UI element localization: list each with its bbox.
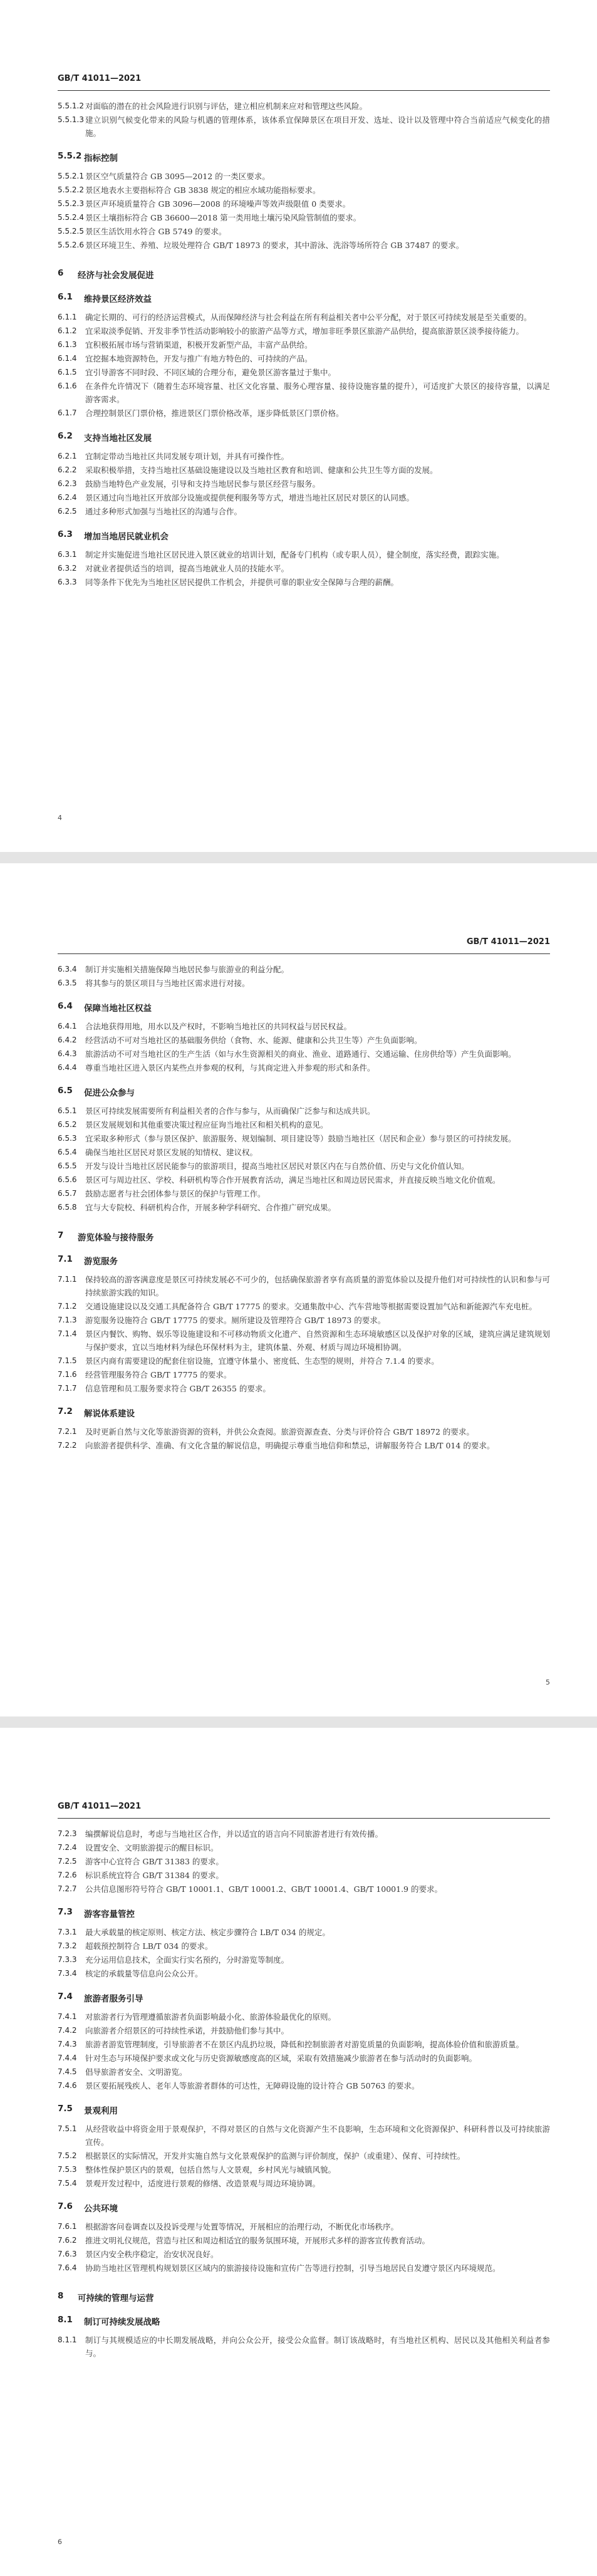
clause	[58, 1187, 550, 1200]
clause	[58, 2122, 550, 2149]
clause	[58, 197, 550, 210]
clause-text: 对面临的潜在的社会风险进行识别与评估，建立相应机制来应对和管理这些风险。	[85, 101, 368, 111]
section-heading	[58, 2291, 550, 2303]
clause-number: 7.5.3	[58, 2165, 77, 2174]
heading-number: 7	[58, 1230, 64, 1240]
clause	[58, 311, 550, 324]
clause-number: 7.1.1	[58, 1275, 77, 1284]
clause-text: 宜挖掘本地资源特色，开发与推广有地方特色的、可持续的产品。	[85, 354, 313, 363]
clause	[58, 100, 550, 113]
clause-text: 景区内商有需要建设的配套住宿设施，宜遵守体量小、密度低、生态型的规则，并符合 7.1.4 的要求。	[85, 1356, 439, 1366]
clause	[58, 1273, 550, 1299]
clause	[58, 366, 550, 379]
clause-number: 7.2.5	[58, 1857, 77, 1866]
clause	[58, 2220, 550, 2233]
clause-text: 根据景区的实际情况，开发并实施自然与文化景观保护的监测与评价制度，保护（或重建）、保育、可持续性。	[85, 2151, 465, 2161]
heading-number: 7.2	[58, 1406, 73, 1416]
clause-number: 5.5.2.3	[58, 199, 84, 208]
clause-text: 景区内安全秩序稳定，治安状况良好。	[85, 2250, 219, 2259]
clause-number: 7.3.3	[58, 1955, 77, 1964]
clause	[58, 1132, 550, 1145]
clause-text: 景区声环境质量符合 GB 3096—2008 的环境噪声等效声级限值 0 类要求。	[85, 199, 351, 209]
clause-number: 7.3.2	[58, 1941, 77, 1950]
document-page-1	[0, 0, 597, 852]
clause-text: 超载预控制符合 LB/T 034 的要求。	[85, 1941, 213, 1951]
clause	[58, 576, 550, 589]
clause-number: 5.5.2.4	[58, 213, 84, 222]
heading-text: 游客容量管控	[84, 1909, 135, 1919]
heading-number: 7.6	[58, 2201, 73, 2211]
clause-text: 游览服务设施符合 GB/T 17775 的要求。厕所建设及管理符合 GB/T 18973 的要求。	[85, 1316, 386, 1325]
clause	[58, 1869, 550, 1882]
clause-text: 宜采取淡季促销、开发非季节性活动影响较小的旅游产品等方式，增加非旺季景区旅游产品供给，提高旅游景区淡季接待能力。	[85, 326, 524, 336]
clause-text: 景区环境卫生、养殖、垃圾处理符合 GB/T 18973 的要求，其中游泳、洗浴等场所符合 GB 37487 的要求。	[85, 241, 464, 250]
clause	[58, 2234, 550, 2247]
clause-text: 根据游客问卷调查以及投诉受理与处置等情况，开展相应的治理行动，不断优化市场秩序。	[85, 2222, 399, 2231]
heading-text: 指标控制	[84, 153, 118, 164]
clause	[58, 2334, 550, 2360]
clause-number: 6.3.3	[58, 578, 77, 586]
clause-text: 景区内餐饮、购物、娱乐等设施建设和不可移动物质文化遗产、自然资源和生态环境敏感区以及保护对象的区域，建筑应满足建筑规划与保护要求，宜以当地材料为绿色环保材料为主，建筑体量、外观、材质与周边环境相协调。	[85, 1329, 550, 1352]
clause-number: 6.3.1	[58, 550, 77, 559]
clause-text: 景区可与周边社区、学校、科研机构等合作开展教育活动，满足当地社区和周边居民需求，并直接反映当地文化价值观。	[85, 1175, 501, 1185]
clause-text: 景区地表水主要指标符合 GB 3838 规定的相应水域功能指标要求。	[85, 185, 321, 195]
clause	[58, 1425, 550, 1438]
clause-text: 针对生态与环境保护要求或文化与历史资源敏感度高的区域，采取有效措施减少旅游者在参与活动时的负面影响。	[85, 2054, 477, 2063]
page-content	[58, 1827, 550, 2360]
heading-text: 制订可持续发展战略	[84, 2317, 160, 2327]
clause-text: 宜与大专院校、科研机构合作，开展多种学科研究、合作推广研究成果。	[85, 1203, 336, 1212]
clause	[58, 1300, 550, 1313]
clause-number: 7.2.3	[58, 1829, 77, 1838]
heading-text: 促进公众参与	[84, 1088, 135, 1098]
clause	[58, 1327, 550, 1354]
section-heading	[58, 1992, 550, 2004]
clause-number: 5.5.2.2	[58, 185, 84, 194]
clause-number: 7.1.6	[58, 1370, 77, 1379]
clause-number: 5.5.2.6	[58, 241, 84, 249]
clause-text: 核定的承载量等信息向公众公开。	[85, 1969, 203, 1978]
clause	[58, 184, 550, 197]
clause-number: 5.5.2.1	[58, 172, 84, 180]
clause	[58, 450, 550, 463]
clause-text: 景区要拓展残疾人、老年人等旅游者群体的可达性，无障碍设施的设计符合 GB 50763 的要求。	[85, 2081, 420, 2090]
heading-number: 6.5	[58, 1086, 73, 1096]
clause-number: 6.5.5	[58, 1161, 77, 1170]
clause-number: 7.2.2	[58, 1441, 77, 1450]
clause-number: 7.2.6	[58, 1871, 77, 1879]
section-heading	[58, 151, 550, 164]
clause	[58, 1047, 550, 1061]
clause-text: 整体性保护景区内的景观，包括自然与人文景观，乡村风光与城镇风貌。	[85, 2165, 336, 2174]
section-heading	[58, 2315, 550, 2327]
clause-text: 景区生活饮用水符合 GB 5749 的要求。	[85, 227, 227, 236]
clause-text: 对就业者提供适当的培训，提高当地就业人员的技能水平。	[85, 564, 289, 573]
clause-text: 设置安全、文明旅游提示的醒目标识。	[85, 1843, 219, 1852]
clause-text: 编撰解说信息时，考虑与当地社区合作，并以适宜的语言向不同旅游者进行有效传播。	[85, 1829, 383, 1839]
clause-number: 6.2.5	[58, 507, 77, 516]
clause	[58, 2079, 550, 2092]
clause	[58, 1034, 550, 1047]
heading-text: 游览服务	[84, 1257, 118, 1267]
clause	[58, 1314, 550, 1327]
clause-number: 6.2.3	[58, 479, 77, 488]
clause	[58, 2163, 550, 2176]
clause-number: 5.5.2.5	[58, 227, 84, 236]
clause-text: 信息管理和员工服务要求符合 GB/T 26355 的要求。	[85, 1384, 271, 1393]
clause-text: 及时更新自然与文化等旅游资源的资料，并供公众查阅。旅游资源查查、分类与评价符合 GB/T 18972 的要求。	[85, 1427, 474, 1436]
clause-number: 6.5.3	[58, 1134, 77, 1143]
clause	[58, 239, 550, 252]
clause-text: 倡导旅游者安全、文明游览。	[85, 2067, 187, 2077]
clause-number: 7.4.4	[58, 2054, 77, 2062]
section-heading	[58, 529, 550, 542]
clause-number: 6.5.7	[58, 1189, 77, 1198]
clause	[58, 491, 550, 504]
clause-text: 采取积极举措，支持当地社区基础设施建设以及当地社区教育和培训、健康和公共卫生等方面的发展。	[85, 465, 438, 475]
clause	[58, 1439, 550, 1452]
clause	[58, 2052, 550, 2065]
clause	[58, 2149, 550, 2163]
clause	[58, 2262, 550, 2275]
clause-text: 建立识别气候变化带来的风险与机遇的管理体系，该体系宜保障景区在项目开发、选址、设计以及管理中符合当前适应气候变化的措施。	[85, 115, 550, 138]
clause-number: 7.2.7	[58, 1884, 77, 1893]
clause-text: 制定并实施促进当地社区居民进入景区就业的培训计划，配备专门机构（或专职人员），健全制度，落实经费，跟踪实施。	[85, 550, 504, 559]
clause-number: 6.2.4	[58, 493, 77, 502]
clause-number: 7.2.1	[58, 1427, 77, 1436]
clause-number: 6.1.5	[58, 368, 77, 377]
clause-text: 向旅游者介绍景区的可持续性承诺，并鼓励他们参与其中。	[85, 2026, 289, 2035]
heading-number: 6.4	[58, 1001, 73, 1011]
clause-text: 将其参与的景区项目与当地社区需求进行对接。	[85, 979, 250, 988]
section-heading	[58, 268, 550, 281]
clause	[58, 1382, 550, 1395]
clause-text: 宜引导游客不同时段、不同区域的合理分布，避免景区游客量过于集中。	[85, 368, 336, 377]
heading-text: 经济与社会发展促进	[78, 271, 154, 281]
clause-text: 景区通过向当地社区开放部分设施或提供便利服务等方式，增进当地社区居民对景区的认同感。	[85, 493, 415, 502]
clause	[58, 1146, 550, 1159]
clause	[58, 1883, 550, 1896]
clause	[58, 325, 550, 338]
section-heading	[58, 1254, 550, 1267]
page-header: GB/T 41011—2021	[58, 863, 550, 954]
clause-text: 旅游者游览管理制度，引导旅游者不在景区内乱扔垃圾，降低和控制旅游者对游览质量的负面影响，提高体验价值和旅游质量。	[85, 2040, 524, 2049]
heading-number: 8.1	[58, 2315, 73, 2325]
clause-number: 6.5.2	[58, 1120, 77, 1129]
clause-number: 7.5.1	[58, 2124, 77, 2133]
clause-text: 协助当地社区管理机构规划景区区域内的旅游接待设施和宣传广告等进行控制，引导当地居民自发遵守景区内环境规范。	[85, 2263, 501, 2273]
clause	[58, 2010, 550, 2023]
clause-text: 景观开发过程中，适度进行景观的修缮、改造景观与周边环境协调。	[85, 2179, 321, 2188]
clause-number: 6.4.4	[58, 1063, 77, 1072]
heading-number: 7.5	[58, 2104, 73, 2114]
page-number: 5	[546, 1678, 550, 1686]
clause-number: 6.1.6	[58, 382, 77, 390]
clause-number: 6.3.5	[58, 979, 77, 987]
clause-number: 7.1.2	[58, 1302, 77, 1311]
clause-number: 6.1.2	[58, 326, 77, 335]
clause-text: 景区可持续发展需要所有利益相关者的合作与参与，从而确保广泛参与和达成共识。	[85, 1106, 375, 1116]
page-content	[58, 100, 550, 589]
heading-number: 5.5.2	[58, 151, 82, 161]
clause-text: 向旅游者提供科学、准确、有文化含量的解说信息，明确提示尊重当地信仰和禁忌，讲解服务符合 LB/T 014 的要求。	[85, 1441, 495, 1450]
section-heading	[58, 2201, 550, 2214]
clause	[58, 2065, 550, 2079]
clause-text: 保持较高的游客满意度是景区可持续发展必不可少的，包括确保旅游者享有高质量的游览体验以及提升他们对可持续性的认识和参与可持续旅游实践的知识。	[85, 1275, 550, 1297]
clause	[58, 1173, 550, 1187]
clause-text: 旅游活动不可对当地社区的生产生活（如与水生资源相关的商业、渔业、道路通行、交通运输、住房供给等）产生负面影响。	[85, 1049, 516, 1059]
clause-text: 充分运用信息技术，全面实行实名预约，分时游览等制度。	[85, 1955, 289, 1965]
clause-text: 游客中心宜符合 GB/T 31383 的要求。	[85, 1857, 224, 1866]
heading-number: 7.4	[58, 1992, 73, 2002]
clause	[58, 1940, 550, 1953]
clause-text: 宜积极拓展市场与营销渠道，积极开发新型产品，丰富产品供给。	[85, 340, 313, 350]
clause-text: 经营活动不可对当地社区的基础服务供给（食物、水、能源、健康和公共卫生等）产生负面影响。	[85, 1036, 422, 1045]
clause-text: 对旅游者行为管理遵循旅游者负面影响最小化、旅游体验最优化的原则。	[85, 2012, 336, 2022]
clause	[58, 407, 550, 420]
clause-number: 6.2.2	[58, 465, 77, 474]
clause-number: 7.5.2	[58, 2151, 77, 2160]
heading-text: 游览体验与接待服务	[78, 1233, 154, 1243]
clause-number: 7.1.5	[58, 1356, 77, 1365]
clause-number: 6.3.2	[58, 564, 77, 573]
clause-text: 宜制定带动当地社区共同发展专项计划，并具有可操作性。	[85, 452, 289, 461]
clause-number: 6.2.1	[58, 452, 77, 460]
clause	[58, 977, 550, 990]
clause	[58, 338, 550, 351]
clause	[58, 1354, 550, 1368]
clause	[58, 1967, 550, 1980]
clause-text: 宜采取多种形式（参与景区保护、旅游服务、规划编制、项目建设等）鼓励当地社区（居民和企业）参与景区的可持续发展。	[85, 1134, 516, 1143]
section-heading	[58, 1406, 550, 1419]
clause	[58, 352, 550, 365]
clause-text: 交通设施建设以及交通工具配备符合 GB/T 17775 的要求。交通集散中心、汽车营地等根据需要设置加气站和新能源汽车充电桩。	[85, 1302, 537, 1311]
clause-text: 景区发展规划和其他重要决策过程应征询当地社区和相关机构的意见。	[85, 1120, 328, 1130]
clause-number: 7.1.3	[58, 1316, 77, 1324]
clause-number: 6.1.7	[58, 408, 77, 417]
clause	[58, 380, 550, 406]
clause-text: 最大承载量的核定原则、核定方法、核定步骤符合 LB/T 034 的规定。	[85, 1928, 330, 1937]
clause	[58, 464, 550, 477]
clause-number: 6.1.1	[58, 313, 77, 321]
clause-text: 确保当地社区居民对景区发展的知情权、建议权。	[85, 1148, 258, 1157]
heading-text: 增加当地居民就业机会	[84, 532, 169, 542]
clause-number: 7.3.4	[58, 1969, 77, 1978]
clause-text: 景区土壤指标符合 GB 36600—2018 第一类用地土壤污染风险管制值的要求。	[85, 213, 361, 222]
clause-number: 6.3.4	[58, 965, 77, 974]
heading-number: 6.3	[58, 529, 73, 539]
clause-text: 制订与其规模适应的中长期发展战略，并向公众公开，接受公众监督。制订该战略时，有当地社区机构、居民以及其他相关利益者参与。	[85, 2335, 550, 2358]
heading-number: 6.2	[58, 431, 73, 441]
clause	[58, 2177, 550, 2190]
clause-text: 合理控制景区门票价格，推进景区门票价格改革，逐步降低景区门票价格。	[85, 408, 344, 418]
section-heading	[58, 1001, 550, 1014]
clause-text: 在条件允许情况下（随着生态环境容量、社区文化容量、服务心理容量、接待设施容量的提升），可适度扩大景区的接待容量，以满足游客需求。	[85, 382, 550, 404]
clause-text: 通过多种形式加强与当地社区的沟通与合作。	[85, 507, 242, 516]
heading-text: 支持当地社区发展	[84, 434, 152, 444]
clause	[58, 548, 550, 561]
clause-number: 7.4.5	[58, 2067, 77, 2076]
clause-number: 6.1.4	[58, 354, 77, 363]
clause	[58, 170, 550, 183]
clause	[58, 2248, 550, 2261]
clause-number: 7.4.6	[58, 2081, 77, 2090]
heading-text: 公共环境	[84, 2204, 118, 2214]
heading-text: 解说体系建设	[84, 1409, 135, 1419]
section-heading	[58, 1907, 550, 1919]
clause-number: 6.5.4	[58, 1148, 77, 1156]
clause	[58, 1368, 550, 1381]
clause-text: 鼓励当地特色产业发展，引导和支持当地居民参与景区经营与服务。	[85, 479, 321, 489]
clause-number: 5.5.1.3	[58, 115, 84, 124]
heading-text: 保障当地社区权益	[84, 1004, 152, 1014]
heading-text: 可持续的管理与运营	[78, 2293, 154, 2303]
clause	[58, 1953, 550, 1966]
page-header: GB/T 41011—2021	[58, 0, 550, 91]
clause-number: 7.2.4	[58, 1843, 77, 1852]
heading-text: 景观利用	[84, 2106, 118, 2116]
heading-text: 维持景区经济效益	[84, 294, 152, 304]
clause-text: 制订并实施相关措施保障当地居民参与旅游业的利益分配。	[85, 965, 289, 974]
clause-text: 推进文明礼仪规范，营造与社区和周边相适宜的服务氛围环境，开展形式多样的游客宣传教育活动。	[85, 2236, 430, 2245]
clause-text: 确定长期的、可行的经济运营模式，从而保障经济与社会利益在所有利益相关者中公平分配，对于景区可持续发展是至关重要的。	[85, 313, 532, 322]
clause	[58, 505, 550, 518]
clause	[58, 562, 550, 575]
heading-number: 7.3	[58, 1907, 73, 1917]
clause	[58, 1160, 550, 1173]
clause-number: 7.4.1	[58, 2012, 77, 2021]
clause	[58, 1020, 550, 1033]
clause-number: 6.5.8	[58, 1203, 77, 1212]
section-heading	[58, 2104, 550, 2116]
clause	[58, 1061, 550, 1074]
clause-number: 7.6.2	[58, 2236, 77, 2245]
clause-text: 同等条件下优先为当地社区居民提供工作机会，并提供可靠的职业安全保障与合理的薪酬。	[85, 578, 399, 587]
clause	[58, 1118, 550, 1131]
clause-text: 合法地获得用地，用水以及产权时，不影响当地社区的共同权益与居民权益。	[85, 1022, 352, 1031]
clause	[58, 963, 550, 976]
clause	[58, 211, 550, 224]
clause-number: 6.4.2	[58, 1036, 77, 1044]
clause-number: 7.4.3	[58, 2040, 77, 2049]
clause	[58, 2024, 550, 2037]
section-heading	[58, 292, 550, 304]
clause-number: 5.5.1.2	[58, 101, 84, 110]
heading-number: 8	[58, 2291, 64, 2301]
clause-text: 开发与设计当地社区居民能参与的旅游项目，提高当地社区居民对景区内在与自然价值、历史与文化价值认知。	[85, 1161, 469, 1171]
clause	[58, 1201, 550, 1214]
clause	[58, 1841, 550, 1854]
clause-text: 标识系统宜符合 GB/T 31384 的要求。	[85, 1871, 224, 1880]
heading-number: 7.1	[58, 1254, 73, 1264]
page-content	[58, 963, 550, 1452]
page-number: 4	[58, 814, 62, 822]
document-page-3	[0, 1728, 597, 2576]
clause	[58, 1104, 550, 1118]
clause-number: 6.5.1	[58, 1106, 77, 1115]
clause-number: 7.1.4	[58, 1329, 77, 1338]
clause	[58, 1926, 550, 1939]
clause-text: 从经营收益中将资金用于景观保护，不得对景区的自然与文化资源产生不良影响，生态环境和文化资源保护、科研科普以及可持续旅游宣传。	[85, 2124, 550, 2147]
clause	[58, 2038, 550, 2051]
clause	[58, 225, 550, 238]
section-heading	[58, 1086, 550, 1098]
section-heading	[58, 431, 550, 444]
clause-text: 鼓励志愿者与社会团体参与景区的保护与管理工作。	[85, 1189, 266, 1198]
clause-text: 经营管理服务符合 GB/T 17775 的要求。	[85, 1370, 232, 1379]
clause-number: 7.1.7	[58, 1384, 77, 1393]
clause-text: 景区空气质量符合 GB 3095—2012 的一类区要求。	[85, 172, 270, 181]
page-header: GB/T 41011—2021	[58, 1728, 550, 1819]
clause-number: 7.4.2	[58, 2026, 77, 2035]
clause	[58, 1855, 550, 1868]
clause-number: 6.4.1	[58, 1022, 77, 1031]
clause	[58, 113, 550, 140]
clause-number: 6.1.3	[58, 340, 77, 349]
clause-text: 尊重当地社区进入景区内某些点并参观的权利，与其商定进入并参观的形式和条件。	[85, 1063, 375, 1072]
heading-text: 旅游者服务引导	[84, 1994, 143, 2004]
clause-text: 公共信息图形符号符合 GB/T 10001.1、GB/T 10001.2、GB/T 10001.4、GB/T 10001.9 的要求。	[85, 1884, 442, 1894]
section-heading	[58, 1230, 550, 1243]
clause-number: 7.3.1	[58, 1928, 77, 1936]
clause-number: 7.6.4	[58, 2263, 77, 2272]
clause-number: 8.1.1	[58, 2335, 77, 2344]
heading-number: 6.1	[58, 292, 73, 302]
clause	[58, 477, 550, 491]
document-page-2	[0, 863, 597, 1716]
clause-number: 7.6.3	[58, 2250, 77, 2258]
clause	[58, 1827, 550, 1841]
page-number: 6	[58, 2538, 62, 2546]
clause-number: 7.6.1	[58, 2222, 77, 2231]
clause-number: 6.4.3	[58, 1049, 77, 1058]
clause-number: 7.5.4	[58, 2179, 77, 2188]
heading-number: 6	[58, 268, 64, 278]
clause-number: 6.5.6	[58, 1175, 77, 1184]
